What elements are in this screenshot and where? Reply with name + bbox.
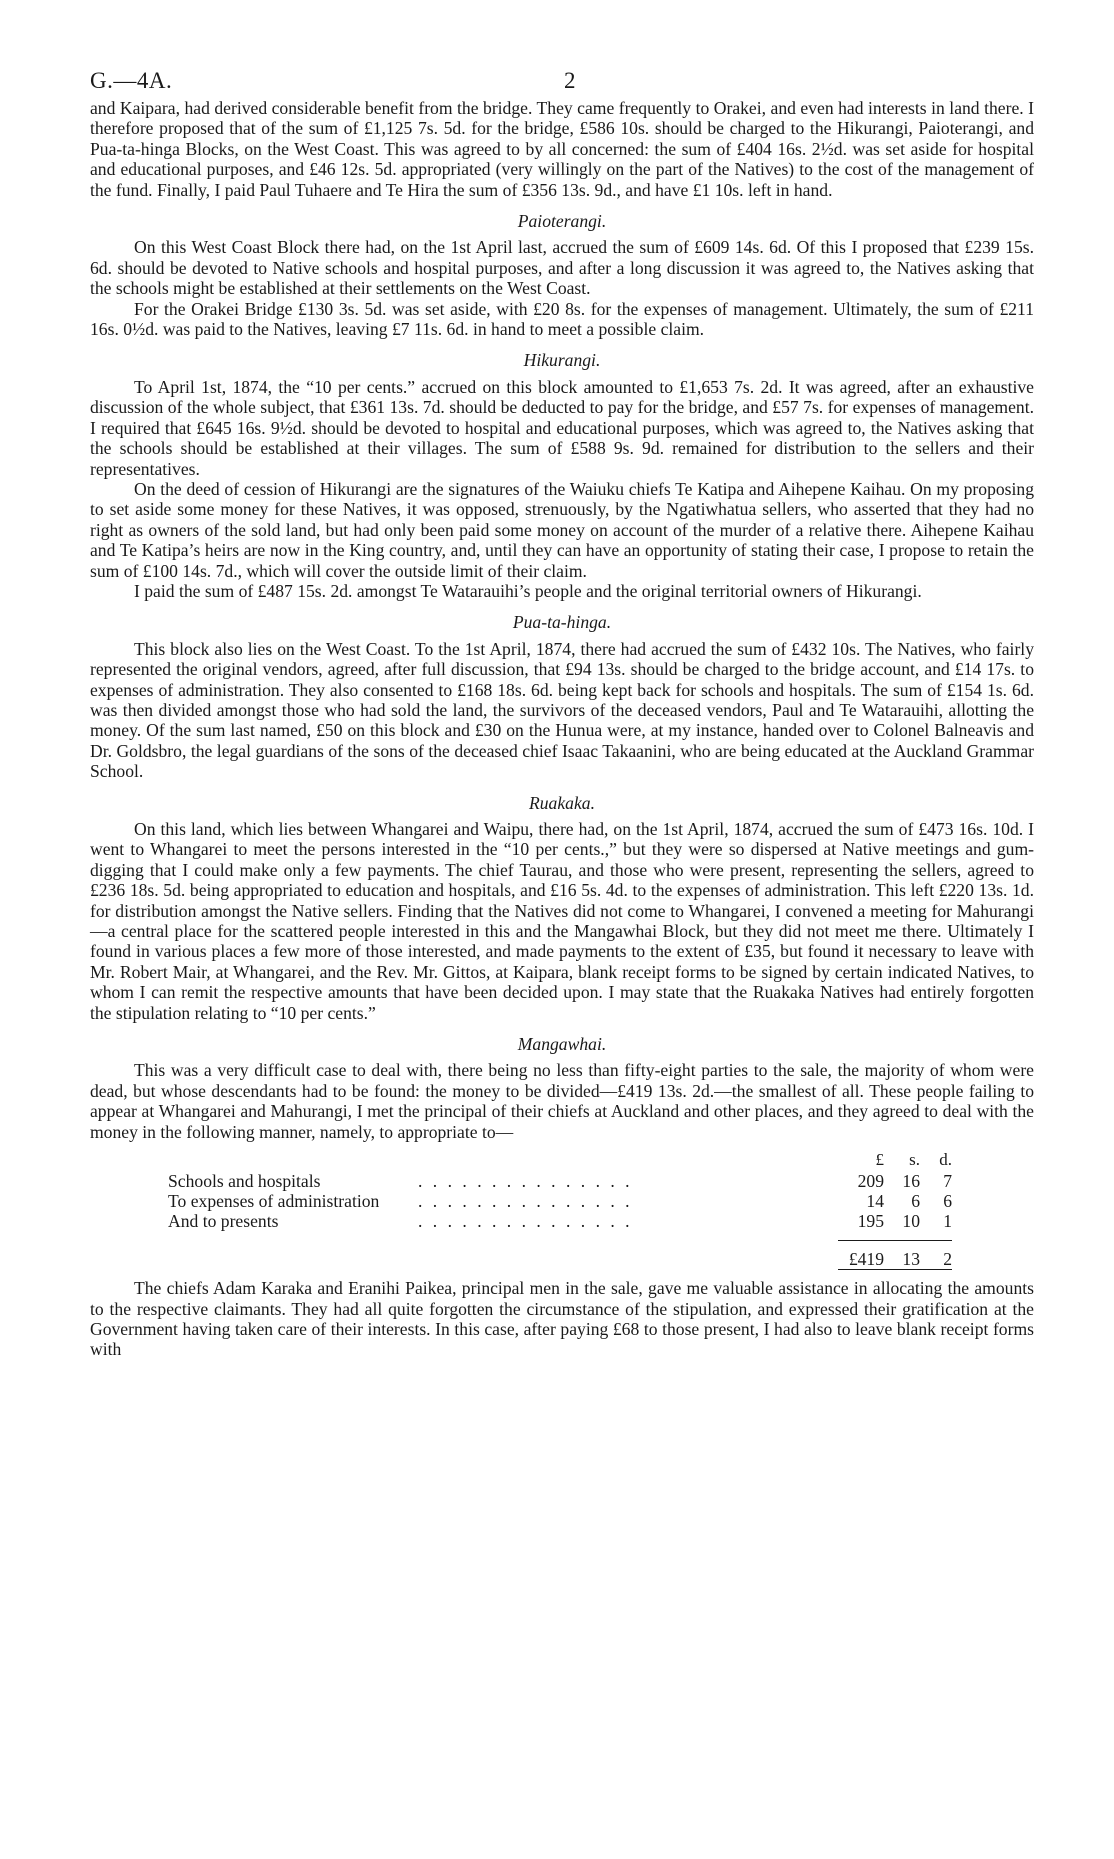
row-pounds: 195 <box>857 1211 884 1232</box>
intro-paragraph: and Kaipara, had derived considerable benefit from the bridge. They came frequently to Orakei, and even had interests in land there. I therefore proposed that of the sum of £1,125 7s. 5d. for the bridge, £586 10s. should be charged to the Hikurangi, Paioterangi, and Pua-ta-hinga Blocks, on the West Coast. This was agreed to by all concerned: the sum of £404 16s. 2½d. was set aside for hospital and educational purposes, and £46 12s. 5d. appropriated (very willingly on the part of the Natives) to the cost of the management of the fund. Finally, I paid Paul Tuhaere and Te Hira the sum of £356 13s. 9d., and have £1 10s. left in hand. <box>90 98 1034 200</box>
total-pence: 2 <box>920 1240 952 1269</box>
header-shillings: s. <box>909 1150 920 1170</box>
section-heading-mangawhai: Mangawhai. <box>517 1034 607 1055</box>
row-label: And to presents <box>168 1211 279 1232</box>
header-pence: d. <box>939 1150 952 1170</box>
section-heading-hikurangi: Hikurangi. <box>523 350 601 371</box>
closing-paragraph: The chiefs Adam Karaka and Eranihi Paikea, principal men in the sale, gave me valuable assistance in allocating the amounts to the respective claimants. They had all quite forgotten the circumstance of the stipulation, and expressed their gratification at the Government having taken care of their interests. In this case, after paying £68 to those present, I had also to leave blank receipt forms with <box>90 1278 1034 1360</box>
table-row <box>168 1191 952 1211</box>
table-row <box>168 1171 952 1191</box>
section-heading-ruakaka: Ruakaka. <box>529 792 595 813</box>
row-label: To expenses of administration <box>168 1190 380 1211</box>
row-pounds: 14 <box>866 1190 884 1211</box>
total-shillings: 13 <box>884 1240 920 1269</box>
total-pounds: £419 <box>838 1240 884 1269</box>
header-pounds: £ <box>875 1150 884 1170</box>
row-shillings: 6 <box>911 1190 920 1211</box>
section-heading-paioterangi: Paioterangi. <box>517 211 607 232</box>
paragraph: On this land, which lies between Whangarei and Waipu, there had, on the 1st April, 1874, accrued the sum of £473 16s. 10d. I went to Whangarei to meet the persons interested in the “10 per cents.,” but they were so dispersed at Native meetings and gum-digging that I could make only a few payments. The chief Taurau, and those who were present, representing the sellers, agreed to £236 18s. 5d. being appropriated to education and hospitals, and £16 5s. 4d. to the expenses of administration. This left £220 13s. 1d. for distribution amongst the Native sellers. Finding that the Natives did not come to Whangarei, I convened a meeting for Mahurangi—a central place for the scattered people interested in this and the Mangawhai Block, but they did not meet me there. Ultimately I found in various places a few more of those interested, and made payments to the extent of £35, but found it necessary to leave with Mr. Robert Mair, at Whangarei, and the Rev. Mr. Gittos, at Kaipara, blank receipt forms to be signed by certain indicated Natives, to whom I can remit the respective amounts that have been decided upon. I may state that the Ruakaka Natives had entirely forgotten the stipulation relating to “10 per cents.” <box>90 819 1034 1023</box>
row-pence: 6 <box>943 1190 952 1211</box>
row-label: Schools and hospitals <box>168 1170 321 1191</box>
row-shillings: 16 <box>902 1170 920 1191</box>
document-body <box>90 98 1034 1360</box>
leader-dots: . . . . . . . . . . . . . . . <box>418 1190 633 1211</box>
appropriation-table <box>168 1150 952 1270</box>
paragraph: I paid the sum of £487 15s. 2d. amongst Te Watarauihi’s people and the original territorial owners of Hikurangi. <box>134 580 922 601</box>
paragraph: On the deed of cession of Hikurangi are the signatures of the Waiuku chiefs Te Katipa and Aihepene Kaihau. On my proposing to set aside some money for these Natives, it was opposed, strenuously, by the Ngatiwhatua sellers, who asserted that they had no right as owners of the sold land, but had only been paid some money on account of the murder of a relative there. Aihepene Kaihau and Te Katipa’s heirs are now in the King country, and, until they can have an opportunity of stating their case, I propose to retain the sum of £100 14s. 7d., which will cover the outside limit of their claim. <box>90 478 1034 581</box>
paragraph: This was a very difficult case to deal with, there being no less than fifty-eight parties to the sale, the majority of whom were dead, but whose descendants had to be found: the money to be divided—£419 13s. 2d.—the smallest of all. These people failing to appear at Whangarei and Mahurangi, I met the principal of their chiefs at Auckland and other places, and they agreed to deal with the money in the following manner, namely, to appropriate to— <box>90 1060 1034 1142</box>
leader-dots: . . . . . . . . . . . . . . . <box>418 1170 633 1191</box>
row-pounds: 209 <box>857 1170 884 1191</box>
paragraph: To April 1st, 1874, the “10 per cents.” accrued on this block amounted to £1,653 7s. 2d. It was agreed, after an exhaustive discussion of the whole subject, that £361 13s. 7d. should be deducted to pay for the bridge, and £57 7s. for expenses of management. I required that £645 16s. 9½d. should be devoted to hospital and educational purposes, which was agreed to, the Natives asking that the schools should be established at their villages. The sum of £588 9s. 9d. remained for distribution to the sellers and their representatives. <box>90 376 1034 479</box>
appropriation-table-wrapper <box>90 1150 1034 1270</box>
page-header <box>90 58 1034 98</box>
paragraph: This block also lies on the West Coast. To the 1st April, 1874, there had accrued the sum of £432 10s. The Natives, who fairly represented the original vendors, agreed, after full discussion, that £94 13s. should be charged to the bridge account, and £14 17s. to expenses of administration. They also consented to £168 18s. 6d. being kept back for schools and hospitals. The sum of £154 1s. 6d. was then divided amongst those who had sold the land, the survivors of the deceased vendors, Paul and Te Watarauihi, allotting the money. Of the sum last named, £50 on this block and £30 on the Hunua were, at my instance, handed over to Colonel Balneavis and Dr. Goldsbro, the legal guardians of the sons of the deceased chief Isaac Takaanini, who are being educated at the Auckland Grammar School. <box>90 638 1034 782</box>
row-shillings: 10 <box>902 1211 920 1232</box>
leader-dots: . . . . . . . . . . . . . . . <box>418 1211 633 1232</box>
table-row <box>168 1211 952 1231</box>
paragraph: On this West Coast Block there had, on the 1st April last, accrued the sum of £609 14s. 6d. Of this I proposed that £239 15s. 6d. should be devoted to Native schools and hospital purposes, and after a long discussion it was agreed to, the Natives asking that the schools might be established at their settlements on the West Coast. <box>90 237 1034 299</box>
table-total-row <box>168 1240 952 1269</box>
section-heading-pua-ta-hinga: Pua-ta-hinga. <box>512 612 612 633</box>
page-number: 2 <box>564 68 576 93</box>
paragraph: For the Orakei Bridge £130 3s. 5d. was set aside, with £20 8s. for the expenses of management. Ultimately, the sum of £211 16s. 0½d. was paid to the Natives, leaving £7 11s. 6d. in hand to meet a possible claim. <box>90 298 1034 340</box>
row-pence: 1 <box>943 1211 952 1232</box>
table-header-row <box>168 1150 952 1170</box>
document-reference: G.—4A. <box>90 68 173 93</box>
row-pence: 7 <box>943 1170 952 1191</box>
